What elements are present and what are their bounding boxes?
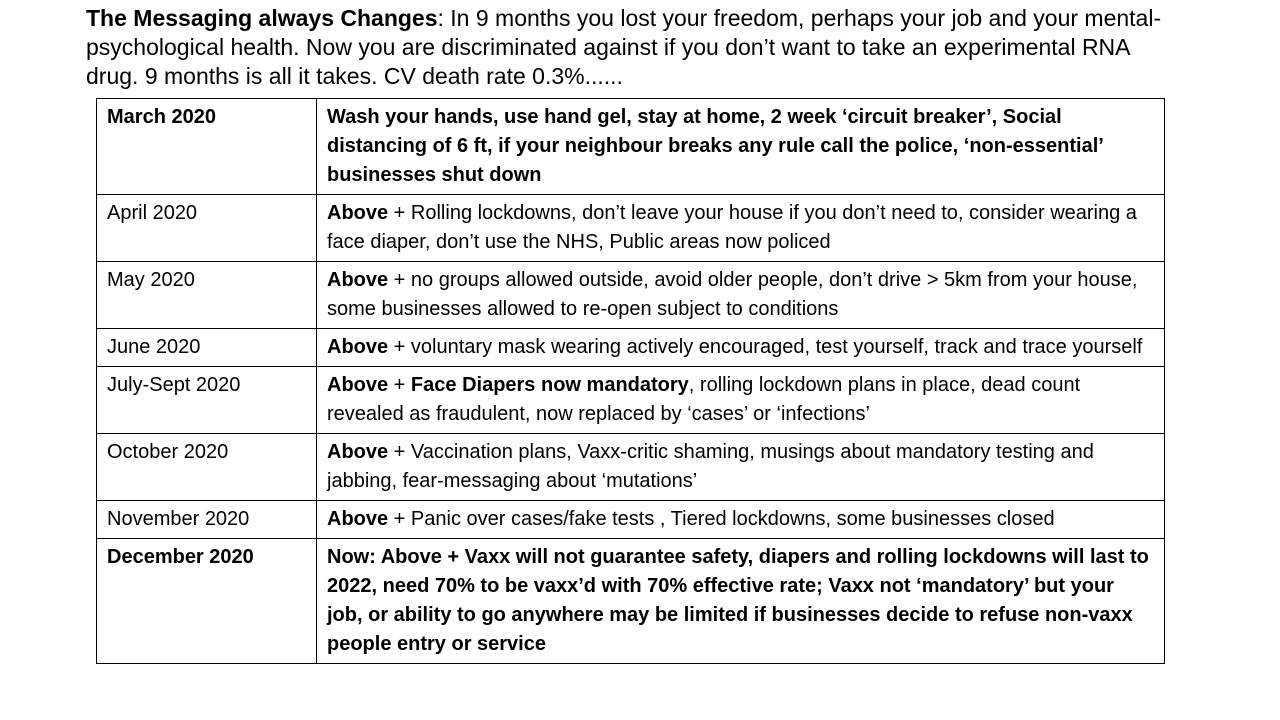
date-cell: May 2020 [97, 262, 317, 329]
description-cell [317, 539, 1165, 664]
description-bold-text: Now: Above + Vaxx will not guarantee safety, diapers and rolling lockdowns will last to 2022, need 70% to be vaxx’d with 70% effective rate; Vaxx not ‘mandatory’ but your job, or ability to go anywhere may be limited if businesses decide to refuse non-vaxx people entry or service [327, 546, 1149, 655]
table-row [97, 329, 1165, 367]
description-bold-text: Face Diapers now mandatory [410, 374, 689, 396]
table-row [97, 367, 1165, 434]
table-row [97, 501, 1165, 539]
table-row [97, 99, 1165, 195]
date-cell: April 2020 [97, 195, 317, 262]
date-cell: November 2020 [97, 501, 317, 539]
description-cell [317, 501, 1165, 539]
description-cell [317, 195, 1165, 262]
description-text: , rolling lockdown plans in place, dead count revealed as fraudulent, now replaced by ‘cases’ or ‘infections’ [327, 374, 1081, 425]
description-bold-text: Above [327, 441, 389, 463]
description-cell [317, 367, 1165, 434]
description-text: + [388, 374, 411, 396]
table-row [97, 262, 1165, 329]
timeline-body [97, 99, 1165, 664]
description-bold-text: Above [327, 269, 389, 291]
description-cell [317, 434, 1165, 501]
date-cell: October 2020 [97, 434, 317, 501]
date-cell: March 2020 [97, 99, 317, 195]
intro-text: : In 9 months you lost your freedom, perhaps your job and your mental-psychological health. Now you are discriminated against if you don’t want to take an experimental RNA drug. 9 months is all it takes. CV death rate 0.3%...... [86, 5, 1162, 89]
description-bold-text: Above [327, 508, 389, 530]
description-bold-text: Above [327, 336, 389, 358]
description-text: + Rolling lockdowns, don’t leave your house if you don’t need to, consider wearing a face diaper, don’t use the NHS, Public areas now policed [327, 202, 1137, 253]
description-bold-text: Above [327, 202, 389, 224]
description-bold-text: Above [327, 374, 389, 396]
description-cell [317, 262, 1165, 329]
date-cell: December 2020 [97, 539, 317, 664]
table-row [97, 434, 1165, 501]
description-cell [317, 99, 1165, 195]
table-row [97, 195, 1165, 262]
description-bold-text: Wash your hands, use hand gel, stay at home, 2 week ‘circuit breaker’, Social distancing of 6 ft, if your neighbour breaks any rule call the police, ‘non-essential’ businesses shut down [327, 106, 1103, 186]
intro-heading: The Messaging always Changes [86, 5, 438, 31]
date-cell: June 2020 [97, 329, 317, 367]
intro-paragraph [86, 4, 1166, 91]
description-text: + voluntary mask wearing actively encouraged, test yourself, track and trace yourself [388, 336, 1143, 358]
description-cell [317, 329, 1165, 367]
description-text: + Panic over cases/fake tests , Tiered lockdowns, some businesses closed [388, 508, 1055, 530]
description-text: + no groups allowed outside, avoid older people, don’t drive > 5km from your house, some businesses allowed to re-open subject to conditions [327, 269, 1138, 320]
table-row [97, 539, 1165, 664]
messaging-timeline-table [96, 98, 1165, 664]
description-text: + Vaccination plans, Vaxx-critic shaming, musings about mandatory testing and jabbing, fear-messaging about ‘mutations’ [327, 441, 1094, 492]
date-cell: July-Sept 2020 [97, 367, 317, 434]
